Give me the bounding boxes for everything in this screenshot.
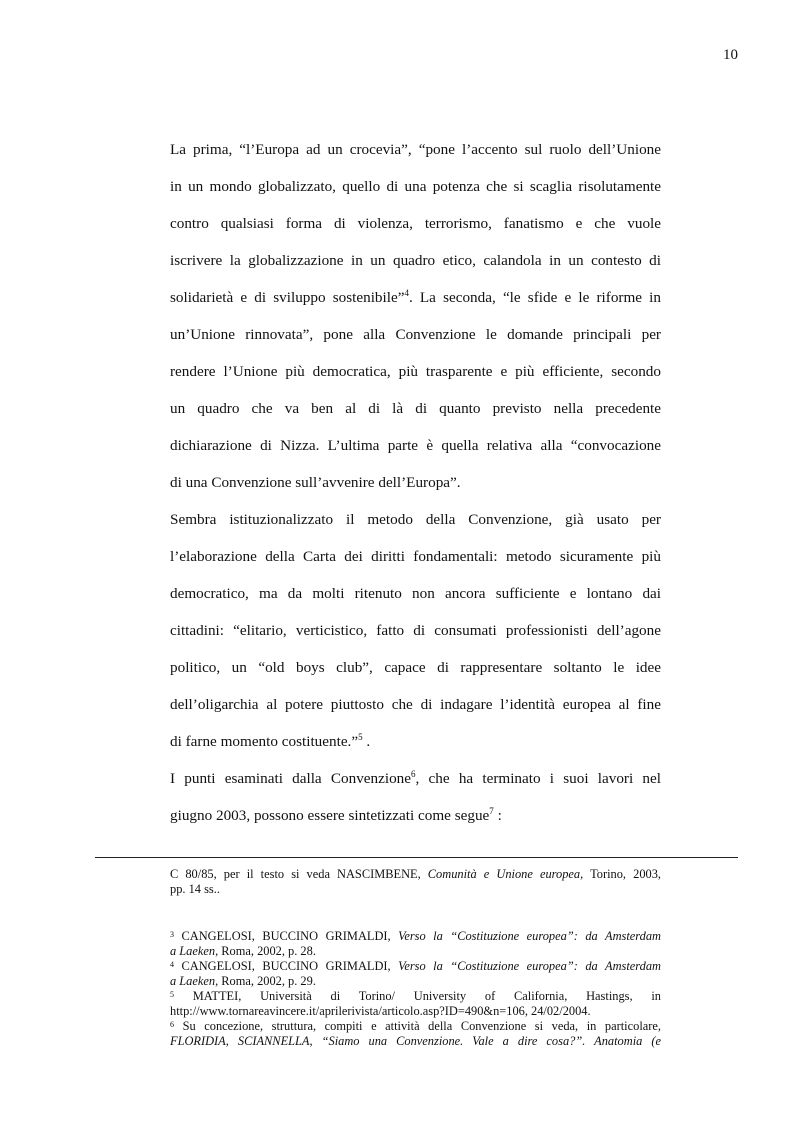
footnote-6: $^6$ Su concezione, struttura, compiti e attività della Convenzione si veda, in particolare, <box>170 1019 661 1033</box>
text-line: in un mondo globalizzato, quello di una potenza che si scaglia risolutamente <box>170 178 661 195</box>
text-line: dell’oligarchia al potere piuttosto che di indagare l’identità europea al fine <box>170 696 661 713</box>
footnote-ref: 7 <box>489 806 494 816</box>
footnote-line: FLORIDIA, SCIANNELLA, “Siamo una Convenzione. Vale a dire cosa?”. Anatomia (e <box>170 1034 661 1048</box>
footnote-5: $^5$ MATTEI, Università di Torino/ University of California, Hastings, in <box>170 989 661 1003</box>
text-line: di farne momento costituente.”$^5$ . <box>170 732 371 750</box>
footnote-line: a Laeken, Roma, 2002, p. 28. <box>170 944 316 958</box>
text-line: rendere l’Unione più democratica, più trasparente e più efficiente, secondo <box>170 363 661 380</box>
footnote-3: $^3$ CANGELOSI, BUCCINO GRIMALDI, Verso la “Costituzione europea”: da Amsterdam <box>170 929 661 943</box>
text-line: di una Convenzione sull’avvenire dell’Europa”. <box>170 474 461 491</box>
text-line: La prima, “l’Europa ad un crocevia”, “pone l’accento sul ruolo dell’Unione <box>170 141 661 158</box>
footnote-ref: 4 <box>404 288 409 298</box>
footnote-line: http://www.tornareavincere.it/aprilerivista/articolo.asp?ID=490&n=106, 24/02/2004. <box>170 1004 591 1018</box>
text-line: democratico, ma da molti ritenuto non ancora sufficiente e lontano dai <box>170 585 661 602</box>
text-line: solidarietà e di sviluppo sostenibile”$^4$. La seconda, “le sfide e le riforme in <box>170 288 661 306</box>
text-line: iscrivere la globalizzazione in un quadro etico, calandola in un contesto di <box>170 252 661 269</box>
footnote-continuation <box>170 867 661 897</box>
text-line: I punti esaminati dalla Convenzione$^6$, che ha terminato i suoi lavori nel <box>170 769 661 787</box>
text-line: contro qualsiasi forma di violenza, terrorismo, fanatismo e che vuole <box>170 215 661 232</box>
text-line: Sembra istituzionalizzato il metodo della Convenzione, già usato per <box>170 511 661 528</box>
text-line: dichiarazione di Nizza. L’ultima parte è quella relativa alla “convocazione <box>170 437 661 454</box>
text-line: giugno 2003, possono essere sintetizzati come segue$^7$ : <box>170 806 502 824</box>
text-line: politico, un “old boys club”, capace di rappresentare soltanto le idee <box>170 659 661 676</box>
footnote-line: C 80/85, per il testo si veda NASCIMBENE, Comunità e Unione europea, Torino, 2003, <box>170 867 662 881</box>
footnote-ref: 6 <box>411 769 416 779</box>
page-number: 10 <box>723 47 738 63</box>
footnote-4: $^4$ CANGELOSI, BUCCINO GRIMALDI, Verso la “Costituzione europea”: da Amsterdam <box>170 959 661 973</box>
text-line: cittadini: “elitario, verticistico, fatto di consumati professionisti dell’agone <box>170 622 661 639</box>
footnotes-list <box>170 929 661 1049</box>
footnote-line: a Laeken, Roma, 2002, p. 29. <box>170 974 316 988</box>
text-line: l’elaborazione della Carta dei diritti fondamentali: metodo sicuramente più <box>170 548 661 565</box>
text-line: un’Unione rinnovata”, pone alla Convenzione le domande principali per <box>170 326 661 343</box>
main-text <box>170 140 661 843</box>
text-line: un quadro che va ben al di là di quanto previsto nella precedente <box>170 400 661 417</box>
footnote-line: pp. 14 ss.. <box>170 882 220 896</box>
footnote-separator <box>95 857 738 858</box>
footnote-ref: 5 <box>358 732 363 742</box>
